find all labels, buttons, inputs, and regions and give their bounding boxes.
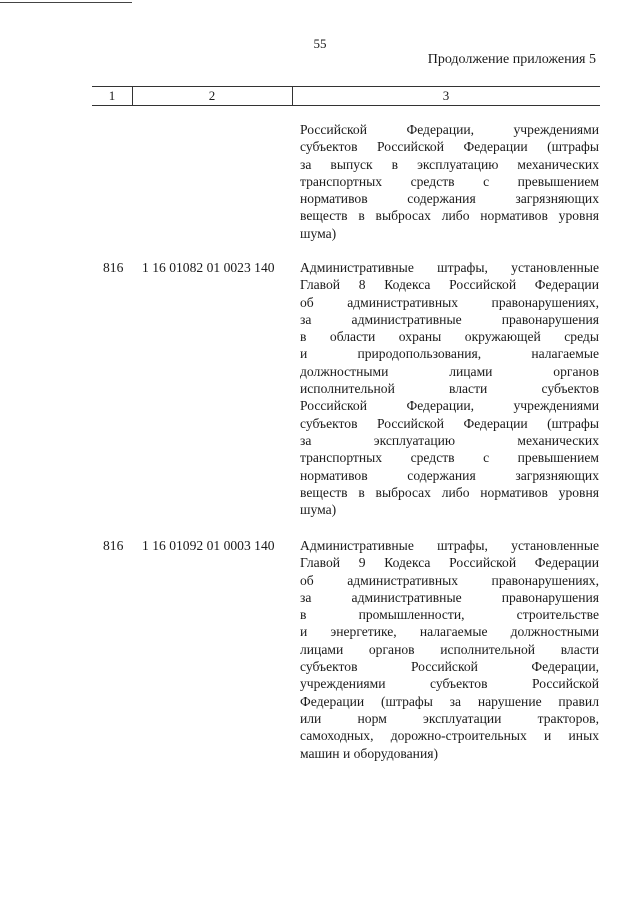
column-header-1: 1: [108, 88, 116, 103]
text-line: и энергетике, налагаемые должностными: [300, 624, 599, 640]
text-line: за административные правонарушения: [300, 589, 599, 605]
text-line: или норм эксплуатации тракторов,: [300, 710, 599, 726]
admin-code: 816: [103, 538, 124, 553]
text-line: веществ в выбросах либо нормативов уровня: [300, 208, 599, 224]
text-line: нормативов содержания загрязняющих: [300, 467, 599, 483]
text-line: лицами органов исполнительной власти: [300, 641, 599, 657]
text-line: транспортных средств с превышением: [300, 450, 599, 466]
text-line: машин и оборудования): [300, 745, 439, 761]
column-header-3: 3: [442, 88, 450, 103]
text-line: шума): [300, 502, 337, 518]
table-row-text: [300, 537, 599, 762]
text-line: Административные штрафы, установленные: [300, 538, 599, 553]
text-line: самоходных, дорожно-строительных и иных: [300, 728, 599, 744]
text-line: нормативов содержания загрязняющих: [300, 191, 599, 207]
continuation-title: Продолжение приложения 5: [427, 52, 596, 67]
text-line: учреждениями субъектов Российской: [300, 676, 599, 692]
text-line: в области охраны окружающей среды: [300, 329, 599, 345]
text-line: Главой 8 Кодекса Российской Федерации: [300, 277, 599, 293]
text-line: за эксплуатацию механических: [300, 432, 599, 448]
corner-rule: [0, 2, 132, 3]
text-line: и природопользования, налагаемые: [300, 346, 599, 362]
table-row-text: [300, 121, 599, 242]
admin-code: 816: [103, 260, 124, 275]
text-line: субъектов Российской Федерации (штрафы: [300, 415, 599, 431]
text-line: должностными лицами органов: [300, 363, 599, 379]
text-line: исполнительной власти субъектов: [300, 381, 599, 397]
page-number: 55: [313, 36, 327, 51]
text-line: об административных правонарушениях,: [300, 294, 599, 310]
column-header-2: 2: [208, 88, 216, 103]
table-row-text: [300, 259, 599, 518]
text-line: Главой 9 Кодекса Российской Федерации: [300, 555, 599, 571]
text-line: Административные штрафы, установленные: [300, 260, 599, 275]
text-line: в промышленности, строительстве: [300, 607, 599, 623]
table-header: [92, 86, 600, 106]
text-line: субъектов Российской Федерации (штрафы: [300, 139, 599, 155]
text-line: Российской Федерации, учреждениями: [300, 122, 599, 137]
kbk-code: 1 16 01092 01 0003 140: [142, 538, 275, 553]
text-line: за выпуск в эксплуатацию механических: [300, 156, 599, 172]
text-line: об административных правонарушениях,: [300, 572, 599, 588]
text-line: шума): [300, 225, 337, 241]
text-line: субъектов Российской Федерации,: [300, 659, 599, 675]
text-line: Российской Федерации, учреждениями: [300, 398, 599, 414]
text-line: транспортных средств с превышением: [300, 173, 599, 189]
text-line: за административные правонарушения: [300, 311, 599, 327]
kbk-code: 1 16 01082 01 0023 140: [142, 260, 275, 275]
text-line: Федерации (штрафы за нарушение правил: [300, 693, 599, 709]
text-line: веществ в выбросах либо нормативов уровня: [300, 484, 599, 500]
